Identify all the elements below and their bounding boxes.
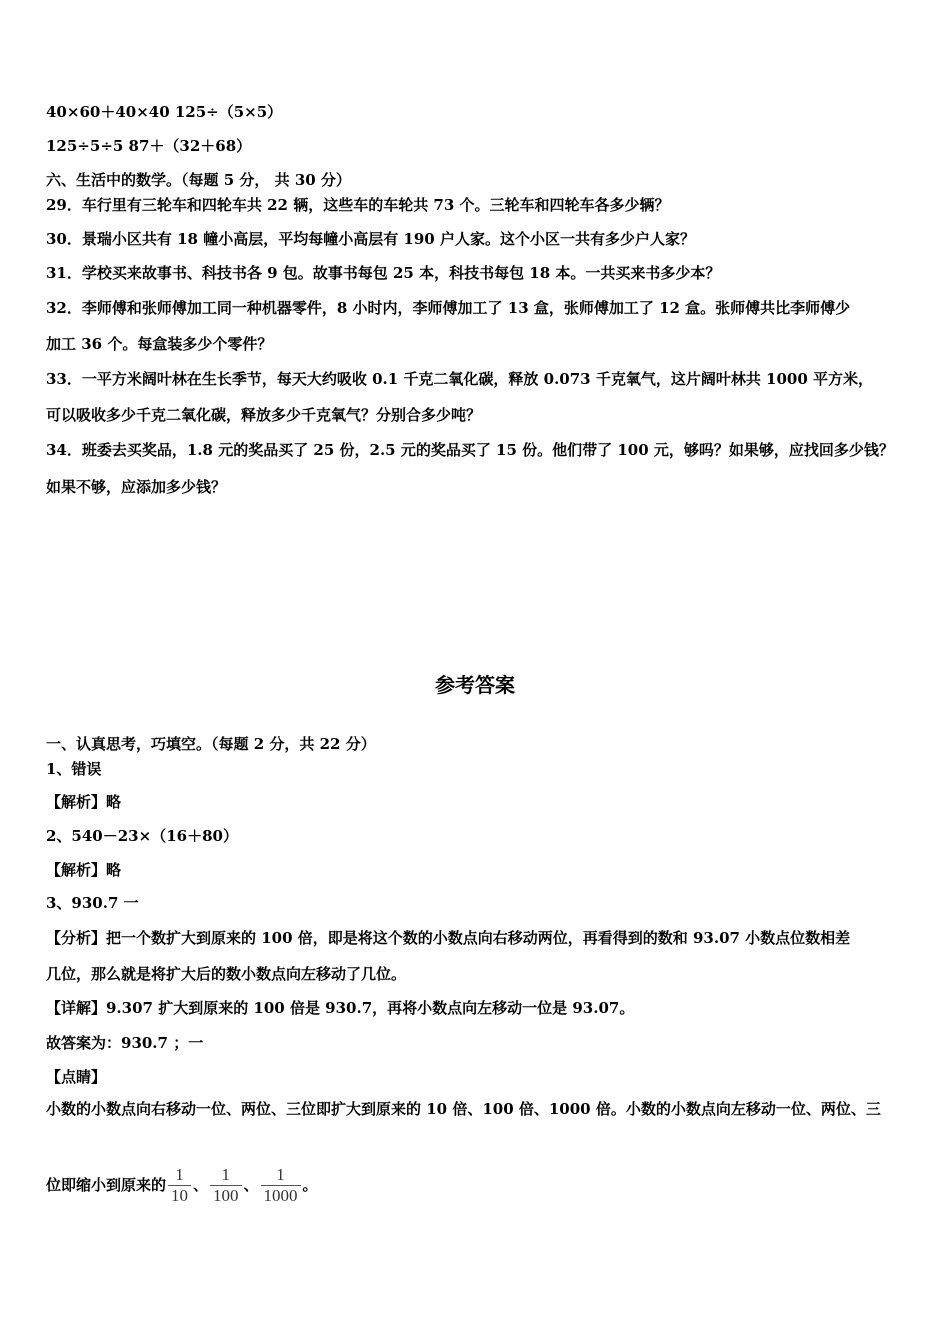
question-31: 31．学校买来故事书、科技书各 9 包。故事书每包 25 本，科技书每包 18 本。一共买来书多少本？ <box>46 264 721 282</box>
fraction-one-thousandth <box>261 1165 301 1206</box>
question-32-line-2: 加工 36 个。每盒装多少个零件？ <box>46 335 273 353</box>
answer-2-analysis: 【解析】略 <box>46 861 122 879</box>
section-6-heading: 六、生活中的数学。（每题 5 分， 共 30 分） <box>46 171 351 189</box>
answer-3-dianjing-line-2 <box>46 1162 318 1207</box>
fraction-denominator: 100 <box>210 1185 242 1206</box>
fraction-denominator: 1000 <box>261 1185 301 1206</box>
answer-3-fenxi-line-2: 几位，那么就是将扩大后的数小数点向左移动了几位。 <box>46 965 407 983</box>
answer-3-xiangjie: 【详解】9.307 扩大到原来的 100 倍是 930.7，再将小数点向左移动一位是 93.07。 <box>46 999 635 1017</box>
fraction-numerator: 1 <box>221 1164 231 1184</box>
answer-1: 1、错误 <box>46 760 102 778</box>
calc-line-2: 125÷5÷5 87＋（32＋68） <box>46 137 252 155</box>
answer-3-fenxi-line-1: 【分析】把一个数扩大到原来的 100 倍，即是将这个数的小数点向右移动两位，再看得到的数和 93.07 小数点位数相差 <box>46 929 851 947</box>
fraction-numerator: 1 <box>276 1164 285 1184</box>
answer-3-dianjing-line-1: 小数的小数点向右移动一位、两位、三位即扩大到原来的 10 倍、100 倍、1000 倍。小数的小数点向左移动一位、两位、三 <box>46 1100 881 1118</box>
fraction-one-hundredth <box>210 1165 242 1206</box>
list-separator: 、 <box>193 1176 209 1194</box>
fraction-one-tenth <box>168 1165 191 1206</box>
dianjing-line-2-prefix: 位即缩小到原来的 <box>46 1176 167 1194</box>
question-34-line-1: 34．班委去买奖品，1.8 元的奖品买了 25 份，2.5 元的奖品买了 15 份。他们带了 100 元，够吗？如果够，应找回多少钱？ <box>46 441 894 459</box>
list-separator: 、 <box>243 1176 259 1194</box>
answers-section-1-heading: 一、认真思考，巧填空。（每题 2 分，共 22 分） <box>46 735 376 753</box>
question-33-line-2: 可以吸收多少千克二氧化碳，释放多少千克氧气？分别合多少吨？ <box>46 406 482 424</box>
calc-line-1: 40×60＋40×40 125÷（5×5） <box>46 103 283 121</box>
fraction-numerator: 1 <box>175 1164 184 1184</box>
fraction-denominator: 10 <box>168 1185 191 1206</box>
answer-3-dianjing-label: 【点睛】 <box>46 1068 107 1086</box>
answers-title: 参考答案 <box>435 673 515 697</box>
question-34-line-2: 如果不够，应添加多少钱？ <box>46 478 227 496</box>
answer-3: 3、930.7 一 <box>46 894 139 912</box>
question-33-line-1: 33．一平方米阔叶林在生长季节，每天大约吸收 0.1 千克二氧化碳，释放 0.073 千克氧气，这片阔叶林共 1000 平方米， <box>46 370 874 388</box>
question-32-line-1: 32．李师傅和张师傅加工同一种机器零件，8 小时内，李师傅加工了 13 盒，张师傅加工了 12 盒。张师傅共比李师傅少 <box>46 299 851 317</box>
end-mark: 。 <box>302 1176 318 1194</box>
answer-3-final: 故答案为：930.7 ；一 <box>46 1034 204 1052</box>
answer-1-analysis: 【解析】略 <box>46 793 122 811</box>
question-30: 30．景瑞小区共有 18 幢小高层，平均每幢小高层有 190 户人家。这个小区一共有多少户人家？ <box>46 230 695 248</box>
question-29: 29．车行里有三轮车和四轮车共 22 辆，这些车的车轮共 73 个。三轮车和四轮车各多少辆？ <box>46 196 670 214</box>
answer-2: 2、540－23×（16＋80） <box>46 827 238 845</box>
